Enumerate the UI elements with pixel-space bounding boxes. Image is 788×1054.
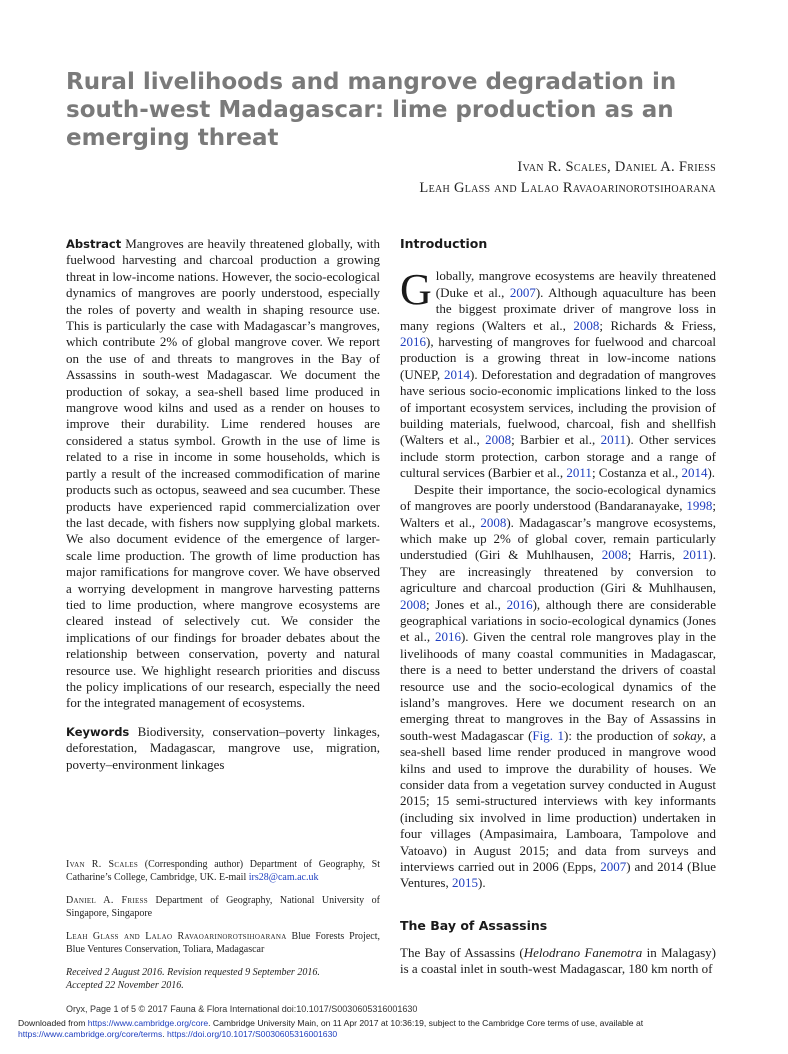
citation-link[interactable]: 2008	[400, 596, 426, 612]
received-dates: Received 2 August 2016. Revision requested 9 September 2016. Accepted 22 November 2016.	[66, 967, 320, 991]
citation-link[interactable]: 2008	[601, 547, 628, 563]
note-friess: Daniel A. Friess Department of Geography, National University of Singapore, Singapore	[66, 895, 380, 919]
abstract	[66, 236, 380, 712]
intro-paragraph-2: Despite their importance, the socio-ecological dynamics of mangroves are poorly understood (Bandaranayake, 1998; Walters et al., 2008). Madagascar’s mangrove ecosystems, which make up 2% of global cover, remain particularly understudied (Giri & Muhlhausen, 2008; Harris, 2011). They are increasingly threatened by conversion to agriculture and charcoal production (Giri & Muhlhausen, 2008; Jones et al., 2016), although there are considerable geographical variations in socio-ecological dynamics (Jones et al., 2016). Given the central role mangroves play in the livelihoods of many coastal communities in Madagascar, there is a need to better understand the drivers of coastal resource use and the socio-ecological dynamics of the island’s mangroves. Here we document research on an emerging threat to mangroves in the Bay of Assassins in south-west Madagascar (Fig. 1): the production of sokay, a sea-shell based lime render produced in mangrove wood kilns and used to improve the durability of houses. We consider data from a vegetation survey conducted in August 2015; 15 semi-structured interviews with key informants (including six involved in lime production) undertaken in four villages (Ampasimaira, Lamboara, Tampolove and Vatoavo) in August 2015; and data from surveys and interviews carried out in 2006 (Epps, 2007) and 2014 (Blue Ventures, 2015).	[400, 481, 716, 891]
title-line: emerging threat	[66, 125, 279, 151]
author-list	[419, 157, 716, 199]
email-link[interactable]: irs28@cam.ac.uk	[248, 872, 319, 883]
note-scales: Ivan R. Scales (Corresponding author) Department of Geography, St Catharine’s College, Cambridge, UK. E-mail irs28@cam.ac.uk	[66, 859, 380, 883]
citation-link[interactable]: 2014	[681, 465, 708, 481]
citation-link[interactable]: 1998	[686, 498, 713, 514]
bay-paragraph: The Bay of Assassins (Helodrano Fanemotra in Malagasy) is a coastal inlet in south-west Madagascar, 180 km north of	[400, 945, 716, 977]
note-glass: Leah Glass and Lalao Ravaoarinorotsihoarana Blue Forests Project, Blue Ventures Conservation, Toliara, Madagascar	[66, 931, 380, 955]
citation-link[interactable]: 2008	[485, 432, 512, 448]
intro-column	[400, 236, 716, 892]
author-notes	[66, 858, 380, 1002]
figure-link[interactable]: Fig. 1	[532, 727, 564, 743]
doi-link[interactable]: https://doi.org/10.1017/S0030605316001630	[167, 1029, 338, 1039]
bay-heading: The Bay of Assassins	[400, 918, 548, 933]
citation-link[interactable]: 2015	[452, 875, 478, 891]
title-line: Rural livelihoods and mangrove degradation in	[66, 69, 677, 95]
citation-link[interactable]: 2007	[509, 284, 536, 300]
download-notice: Downloaded from https://www.cambridge.org/core. Cambridge University Main, on 11 Apr 2017 at 10:36:19, subject to the Cambridge Core terms of use, available at https://www.cambridge.org/core/terms. https://doi.org/10.1017/S0030605316001630	[18, 1018, 644, 1039]
article-title	[66, 68, 706, 152]
author-line: Ivan R. Scales, Daniel A. Friess	[517, 159, 716, 175]
intro-paragraph-1: Globally, mangrove ecosystems are heavily threatened (Duke et al., 2007). Although aquaculture has been the biggest proximate driver of mangrove loss in many regions (Walters et al., 2008; Richards & Friess, 2016), harvesting of mangroves for fuelwood and charcoal production is a growing threat in low-income nations (UNEP, 2014). Deforestation and degradation of mangroves have serious socio-economic implications linked to the loss of important ecosystem services, including the provision of building materials, fuelwood, charcoal, fish and shellfish (Walters et al., 2008; Barbier et al., 2011). Other services include storm protection, carbon storage and a range of cultural services (Barbier et al., 2011; Costanza et al., 2014).	[400, 265, 716, 481]
title-line: south-west Madagascar: lime production as an	[66, 97, 674, 123]
citation-link[interactable]: 2016	[434, 629, 461, 645]
citation-link[interactable]: 2008	[573, 317, 600, 333]
citation-link[interactable]: 2011	[566, 465, 592, 481]
citation-link[interactable]: 2011	[600, 432, 627, 448]
author-line: Leah Glass and Lalao Ravaoarinorotsihoarana	[419, 180, 716, 196]
citation-link[interactable]: 2011	[682, 547, 709, 563]
cambridge-core-link[interactable]: https://www.cambridge.org/core	[87, 1018, 209, 1028]
citation-link[interactable]: 2016	[400, 334, 426, 350]
abstract-text: Mangroves are heavily threatened globally, with fuelwood harvesting and charcoal production a growing threat in low-income nations. However, the socio-ecological dynamics of mangroves are poorly understood, especially the roles of poverty and wealth in shaping resource use. This is particularly the case with Madagascar’s mangroves, which contribute 2% of global mangrove cover. We report on the use of and threats to mangroves in the Bay of Assassins in south-west Madagascar. We document the production of sokay, a sea-shell based lime produced in mangrove wood kilns and used as a render on houses to improve their durability. Lime rendered houses are considered a status symbol. Growth in the use of lime is related to a rise in income in some households, which is partly a result of the increased commodification of marine products such as octopus, seaweed and sea cucumber. These products have experienced rapid commercialization over the last decade, with fishers now supplying global markets. We also document evidence of the emergence of larger-scale lime production. The growth of lime production has major ramifications for mangrove cover. We have observed a worrying development in mangrove harvesting patterns tied to lime production, where mangrove ecosystems are cleared instead of selectively cut. We consider the implications of our findings for broader debates about the relationship between conservation, poverty and natural resource use. We highlight research priorities and discuss the policy implications of our research, especially the need for the integrated management of ecosystems.	[66, 236, 380, 711]
keywords-label: Keywords	[66, 724, 130, 739]
drop-cap: G	[400, 265, 432, 315]
terms-link[interactable]: https://www.cambridge.org/core/terms	[18, 1029, 163, 1039]
abstract-column	[66, 236, 380, 773]
intro-heading: Introduction	[400, 236, 488, 251]
abstract-label: Abstract	[66, 237, 122, 251]
citation-link[interactable]: 2014	[444, 366, 471, 382]
citation-link[interactable]: 2008	[480, 514, 507, 530]
keywords-text: Biodiversity, conservation–poverty linkages, deforestation, Madagascar, mangrove use, migration, poverty–environment linkages	[66, 723, 381, 772]
journal-footer: Oryx, Page 1 of 5 © 2017 Fauna & Flora International doi:10.1017/S0030605316001630	[66, 1004, 418, 1014]
citation-link[interactable]: 2007	[600, 859, 627, 875]
keywords	[66, 724, 380, 773]
citation-link[interactable]: 2016	[506, 596, 533, 612]
